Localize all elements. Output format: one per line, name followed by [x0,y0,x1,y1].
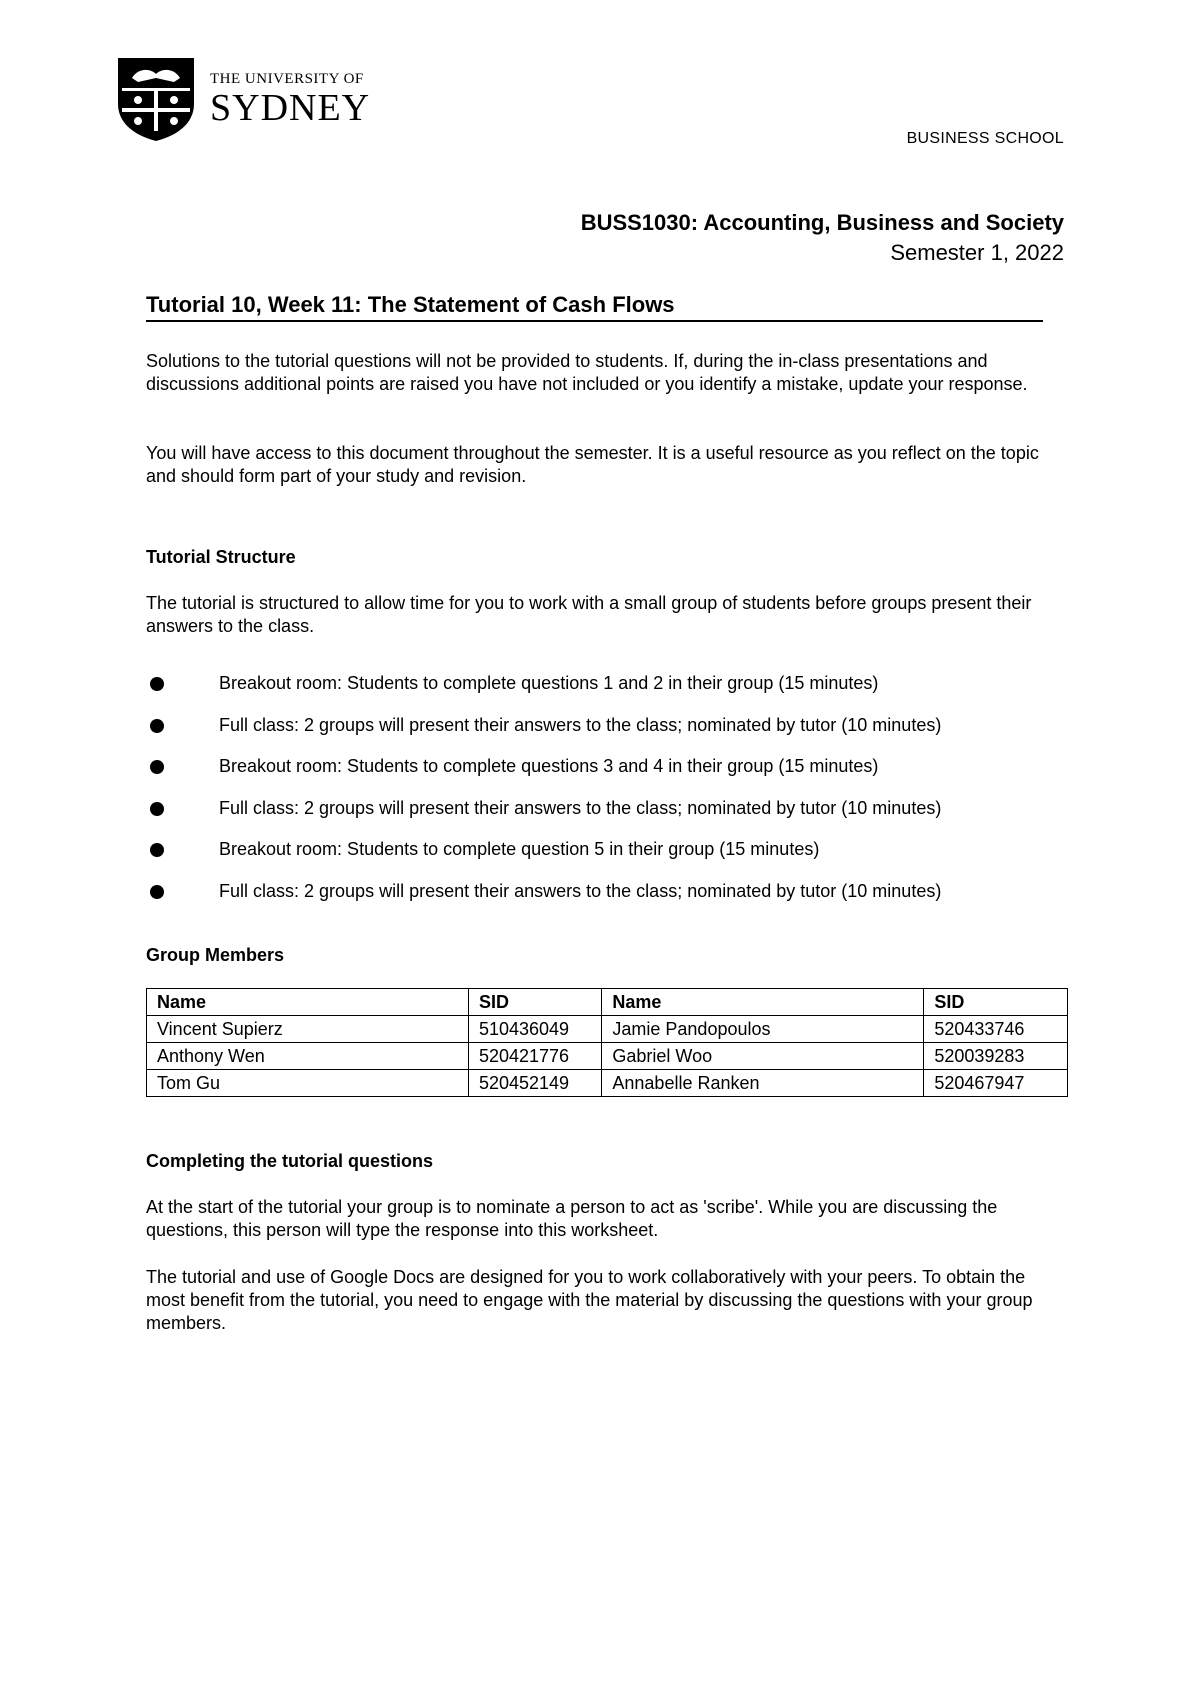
completing-paragraph-2: The tutorial and use of Google Docs are designed for you to work collaboratively with your peers. To obtain the most benefit from the tutorial, you need to engage with the material by discussing the questions with your group members. [146,1267,1033,1333]
bullet-text: Full class: 2 groups will present their answers to the class; nominated by tutor (10 minutes) [219,797,942,818]
table-cell: Jamie Pandopoulos [602,1016,924,1043]
list-item [146,880,1066,922]
completing-paragraph-1: At the start of the tutorial your group is to nominate a person to act as 'scribe'. While you are discussing the questions, this person will type the response into this worksheet. [146,1197,998,1240]
bullet-icon [150,885,164,899]
university-name-text: SYDNEY [210,86,371,129]
university-logo [116,56,370,142]
group-members-table [146,988,1068,1097]
intro-paragraph-2: You will have access to this document throughout the semester. It is a useful resource as you reflect on the topic and should form part of your study and revision. [146,443,1039,486]
bullet-icon [150,802,164,816]
column-header: Name [602,989,924,1016]
list-item [146,672,1066,714]
table-row [147,1016,1068,1043]
table-cell: 520421776 [468,1043,601,1070]
bullet-text: Breakout room: Students to complete question 5 in their group (15 minutes) [219,839,820,859]
structure-paragraph: The tutorial is structured to allow time for you to work with a small group of students before groups present their answers to the class. [146,593,1032,636]
table-row [147,1043,1068,1070]
tutorial-title: Tutorial 10, Week 11: The Statement of Cash Flows [146,292,1043,322]
bullet-text: Full class: 2 groups will present their answers to the class; nominated by tutor (10 minutes) [219,880,942,901]
bullet-text: Full class: 2 groups will present their answers to the class; nominated by tutor (10 minutes) [219,714,942,735]
table-cell: 510436049 [468,1016,601,1043]
bullet-text: Breakout room: Students to complete questions 1 and 2 in their group (15 minutes) [219,673,879,693]
course-title: BUSS1030: Accounting, Business and Society [580,210,1064,235]
column-header: SID [468,989,601,1016]
table-cell: Anthony Wen [147,1043,469,1070]
bullet-icon [150,677,164,691]
structure-heading: Tutorial Structure [146,547,296,567]
bullet-icon [150,760,164,774]
group-members-heading: Group Members [146,945,285,965]
table-cell: 520467947 [924,1070,1068,1097]
list-item [146,838,1066,880]
completing-heading: Completing the tutorial questions [146,1151,433,1171]
table-cell: Tom Gu [147,1070,469,1097]
university-top-text: THE UNIVERSITY OF [210,70,364,87]
table-cell: Vincent Supierz [147,1016,469,1043]
intro-paragraph-1: Solutions to the tutorial questions will not be provided to students. If, during the in-class presentations and discussions additional points are raised you have not included or you identify a mistake, update your response. [146,351,1028,394]
list-item [146,755,1066,797]
table-cell: 520452149 [468,1070,601,1097]
table-cell: Gabriel Woo [602,1043,924,1070]
table-header-row [147,989,1068,1016]
school-label: BUSINESS SCHOOL [906,130,1064,147]
list-item [146,714,1066,756]
university-wordmark [210,72,370,127]
course-header [581,210,1064,266]
structure-bullet-list [146,672,1066,921]
university-crest-icon [116,56,196,142]
table-cell: 520433746 [924,1016,1068,1043]
bullet-icon [150,719,164,733]
bullet-icon [150,843,164,857]
bullet-text: Breakout room: Students to complete questions 3 and 4 in their group (15 minutes) [219,756,879,776]
list-item [146,797,1066,839]
table-cell: Annabelle Ranken [602,1070,924,1097]
table-cell: 520039283 [924,1043,1068,1070]
column-header: SID [924,989,1068,1016]
column-header: Name [147,989,469,1016]
semester-label: Semester 1, 2022 [890,240,1064,265]
table-row [147,1070,1068,1097]
